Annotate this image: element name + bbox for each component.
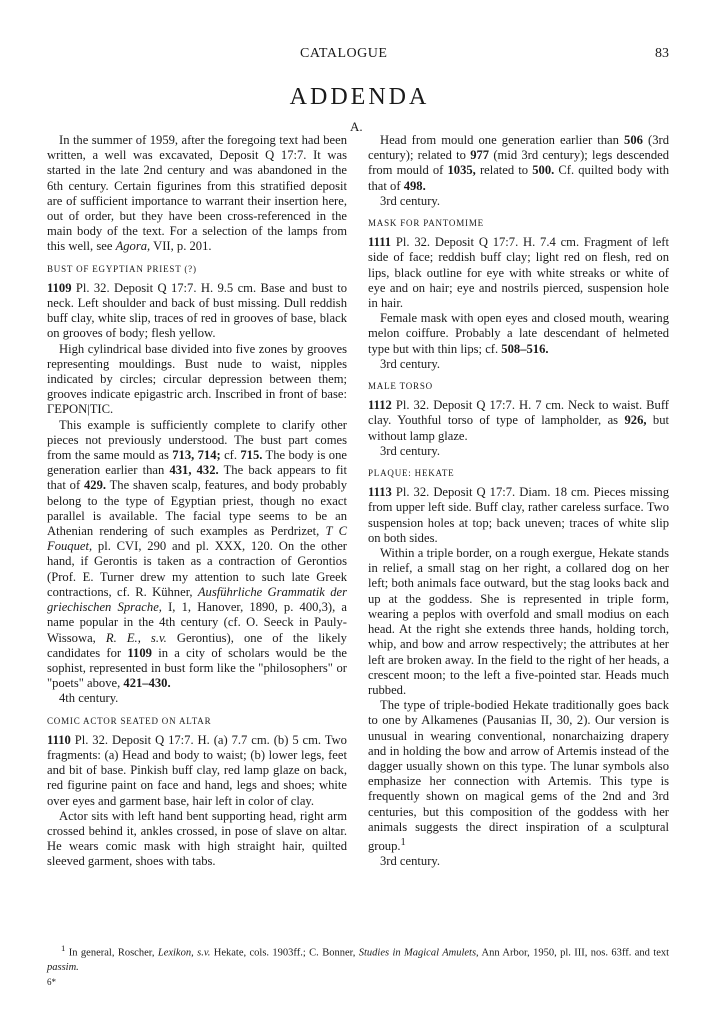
intro-paragraph: In the summer of 1959, after the foregoing text had been written, a well was excavated, Deposit Q 17:7. It was started in the late 2nd century and was abandoned in the 6th century. Certain figurines from this stratified deposit are of sufficient importance to warrant their insertion here, out of order, but they have been cross-referenced in the main body of the text. For a selection of the lamps from this well, see Agora, VII, p. 201. bbox=[47, 133, 347, 254]
entry-1109-description: 1109 Pl. 32. Deposit Q 17:7. H. 9.5 cm. Base and bust to neck. Left shoulder and back of bust missing. Dull reddish buff clay, white slip, traces of red in grooves of base, black on grooves of body; flesh yellow. bbox=[47, 280, 347, 341]
entry-heading-1111: MASK FOR PANTOMIME bbox=[368, 218, 484, 229]
footnote-1: $^1$ In general, Roscher, Lexikon, s.v. Hekate, cols. 1903ff.; C. Bonner, Studies in Magical Amulets, Ann Arbor, 1950, pl. III, nos. 63ff. and text passim. bbox=[47, 943, 670, 973]
entry-1110-continuation: Head from mould one generation earlier than 506 (3rd century); related to 977 (mid 3rd century); legs descended from mould of 1035, related to 500. Cf. quilted body with that of 498. bbox=[368, 133, 669, 193]
entry-1109-discussion: This example is sufficiently complete to clarify other pieces not previously understood. The bust part comes from the same mould as 713, 714; cf. 715. The body is one generation earlier than 431, 432. The back appears to fit that of 429. The shaven scalp, features, and body probably belong to the type of Egyptian priest, though no exact parallel is available. The facial type seems to be an Athenian rendering of such examples as Perdrizet, T C Fouquet, pl. CVI, 290 and pl. XXX, 120. On the other hand, if Gerontis is taken as a contraction of Gerontios (Prof. E. Turner drew my attention to such late Greek contractions, cf. R. Kühner, Ausführliche Grammatik der griechischen Sprache, I, 1, Hanover, 1890, p. 400,3), a name popular in the 4th century (cf. O. Seeck in Pauly-Wissowa, R. E., s.v. Gerontius), one of the likely candidates for 1109 in a city of scholars would be the sophist, represented in bust form like the "philosophers" or "poets" above, 421–430. bbox=[47, 417, 348, 691]
entry-1111-paragraph: Female mask with open eyes and closed mouth, wearing melon coiffure. Probably a late descendant of helmeted type but with thin lips; cf. 508–516. bbox=[368, 311, 669, 356]
footnotes bbox=[47, 941, 669, 975]
entry-1113-discussion: The type of triple-bodied Hekate traditionally goes back to one by Alkamenes (Pausanias II, 30, 2). Our version is unusual in wearing conventional, nonarchaizing drapery and in holding the bow and arrow of Artemis instead of the dagger usually shown on this type. The lunar symbols also emphasize her connection with Artemis. This type is frequently shown on magical gems of the 2nd and 3rd centuries, but this composition of the goddess with her animals suggests the direct inspiration of a sculptural group.$^1$ bbox=[368, 698, 669, 854]
entry-1111-date: 3rd century. bbox=[380, 356, 441, 371]
entry-1109-date: 4th century. bbox=[59, 691, 119, 706]
entry-1110-description: 1110 Pl. 32. Deposit Q 17:7. H. (a) 7.7 cm. (b) 5 cm. Two fragments: (a) Head and body to waist; (b) lower legs, feet and bit of base. Pinkish buff clay, red lamp glaze on back, red figurine paint on face and hand, legs and shoes; white over eyes and garment base, hair left in color of clay. bbox=[47, 732, 347, 808]
signature-mark: 6* bbox=[47, 977, 56, 987]
entry-heading-1110: COMIC ACTOR SEATED ON ALTAR bbox=[47, 715, 212, 726]
page-number: 83 bbox=[655, 46, 669, 61]
entry-1110-date: 3rd century. bbox=[380, 193, 441, 208]
entry-1113-paragraph: Within a triple border, on a rough exergue, Hekate stands in relief, a small stag on her right, a collared dog on her left; both animals face outward, but the stag looks back and up at the goddess. She is represented in triple form, wearing a peplos with overfold and small modius on each head. At the right she extends three hands, holding torch, whip, and bow and arrow respectively; the attributes at her left are broken away. In the field to the right of her heads, a crescent moon; to the left a five-pointed star. Heads much rubbed. bbox=[368, 546, 669, 697]
entry-1113-date: 3rd century. bbox=[380, 854, 441, 869]
right-column bbox=[368, 133, 669, 870]
entry-1110-paragraph: Actor sits with left hand bent supporting head, right arm crossed behind it, ankles crossed, in pose of slave on altar. He wears comic mask with high straight hair, quilted sleeved garment, shoes with tabs. bbox=[47, 808, 347, 869]
entry-1112-date: 3rd century. bbox=[380, 443, 441, 458]
entry-1113-description: 1113 Pl. 32. Deposit Q 17:7. Diam. 18 cm. Pieces missing from upper left side. Buff clay, rather careless surface. Two suspension holes at top; back uneven; traces of white slip on both sides. bbox=[368, 485, 669, 545]
footnote-marker[interactable]: 1 bbox=[400, 836, 406, 848]
entry-1109-paragraph: High cylindrical base divided into five zones by grooves representing mouldings. Bust nude to waist, nipples indicated by circles; circular depression between them; grooves indicate epigastric arch. Inscribed in front of base: ΓΕΡΟΝ|ΤΙC. bbox=[47, 341, 347, 417]
entry-heading-1109: BUST OF EGYPTIAN PRIEST (?) bbox=[47, 263, 197, 274]
left-column bbox=[47, 133, 347, 870]
entry-1112-description: 1112 Pl. 32. Deposit Q 17:7. H. 7 cm. Neck to waist. Buff clay. Youthful torso of type of lampholder, as 926, but without lamp glaze. bbox=[368, 398, 669, 443]
entry-heading-1112: MALE TORSO bbox=[368, 381, 433, 392]
entry-heading-1113: PLAQUE: HEKATE bbox=[368, 468, 455, 479]
running-head: CATALOGUE bbox=[300, 46, 388, 61]
entry-1111-description: 1111 Pl. 32. Deposit Q 17:7. H. 7.4 cm. Fragment of left side of face; reddish buff clay; light red on flesh, red on lips, black outline for eye with white streaks or white of eye and on hair; eye and nostrils pierced, suspension hole in hair. bbox=[368, 235, 670, 311]
section-letter: A. bbox=[350, 119, 363, 134]
page-title: ADDENDA bbox=[289, 84, 430, 110]
